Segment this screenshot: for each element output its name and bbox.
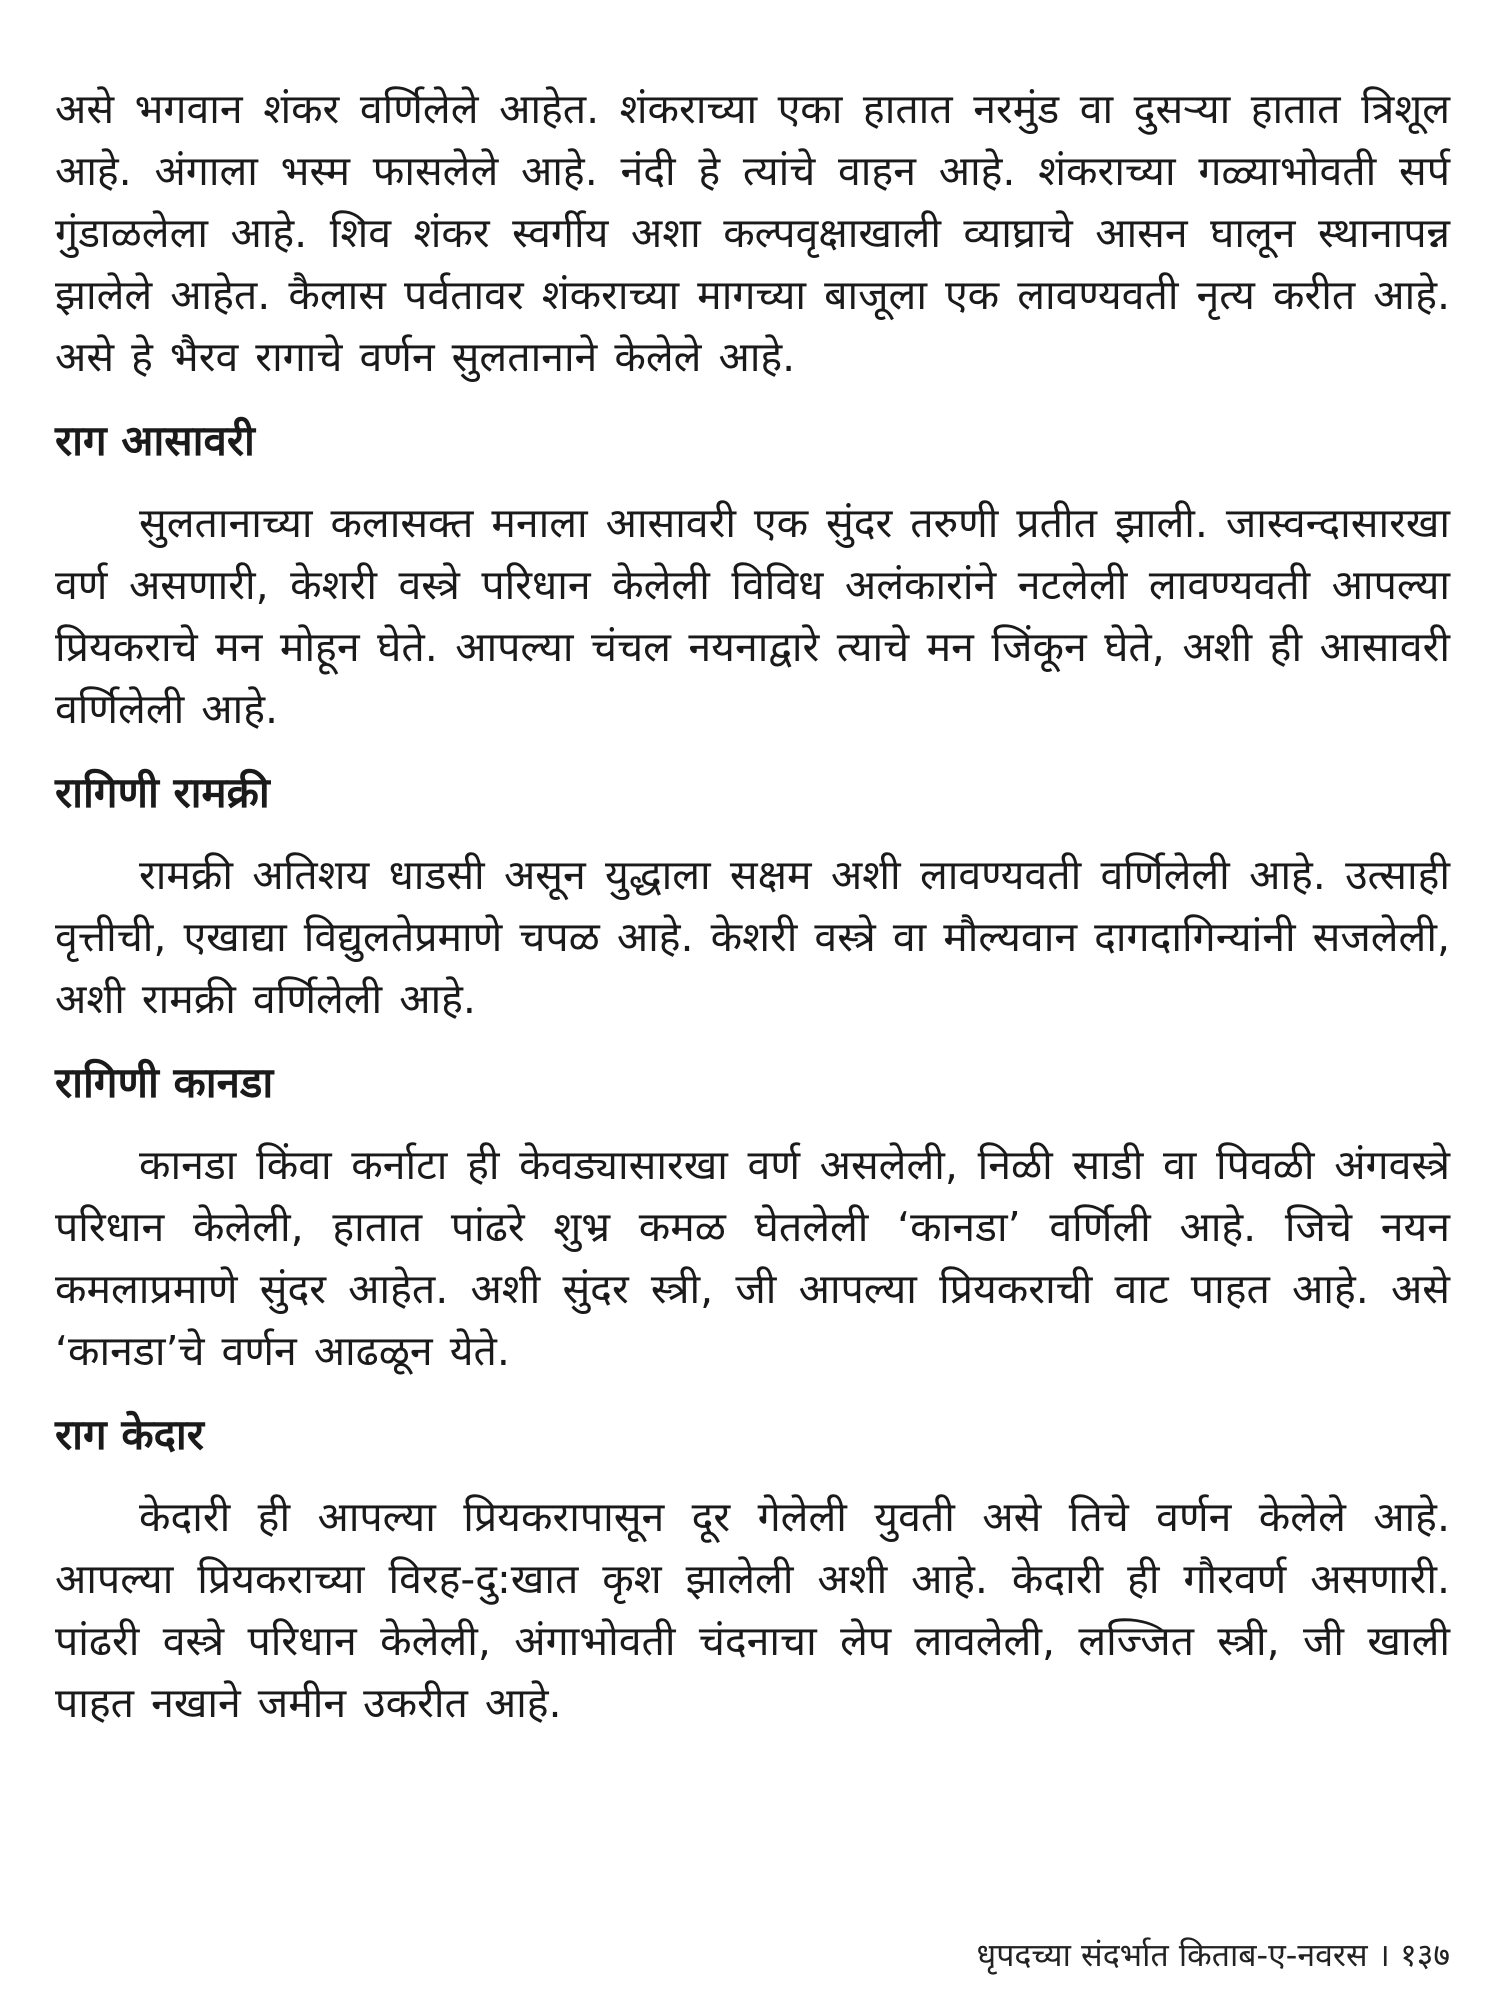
section-ragini-ramkri <box>55 762 1450 1030</box>
page-footer: धृपदच्या संदर्भात किताब-ए-नवरस । १३७ <box>976 1936 1450 1974</box>
section-heading: राग केदार <box>55 1410 204 1459</box>
page-body <box>55 78 1450 1740</box>
section-raag-kedar <box>55 1404 1450 1734</box>
section-heading: राग आसावरी <box>55 416 255 465</box>
section-raag-asavari <box>55 410 1450 740</box>
section-paragraph: केदारी ही आपल्या प्रियकरापासून दूर गेलेली युवती असे तिचे वर्णन केलेले आहे. आपल्या प्रियकराच्या विरह-दु:खात कृश झालेली अशी आहे. केदारी ही गौरवर्ण असणारी. पांढरी वस्त्रे परिधान केलेली, अंगाभोवती चंदनाचा लेप लावलेली, लज्जित स्त्री, जी खाली पाहत नखाने जमीन उकरीत आहे. <box>55 1493 1450 1727</box>
section-paragraph: रामक्री अतिशय धाडसी असून युद्धाला सक्षम अशी लावण्यवती वर्णिलेली आहे. उत्साही वृत्तीची, एखाद्या विद्युलतेप्रमाणे चपळ आहे. केशरी वस्त्रे वा मौल्यवान दागदागिन्यांनी सजलेली, अशी रामक्री वर्णिलेली आहे. <box>55 851 1450 1023</box>
section-heading: रागिणी रामक्री <box>55 768 270 817</box>
section-ragini-kanada <box>55 1052 1450 1382</box>
section-heading: रागिणी कानडा <box>55 1058 274 1107</box>
intro-paragraph: असे भगवान शंकर वर्णिलेले आहेत. शंकराच्या एका हातात नरमुंड वा दुसऱ्या हातात त्रिशूल आहे. अंगाला भस्म फासलेले आहे. नंदी हे त्यांचे वाहन आहे. शंकराच्या गळ्याभोवती सर्प गुंडाळलेला आहे. शिव शंकर स्वर्गीय अशा कल्पवृक्षाखाली व्याघ्राचे आसन घालून स्थानापन्न झालेले आहेत. कैलास पर्वतावर शंकराच्या मागच्या बाजूला एक लावण्यवती नृत्य करीत आहे. असे हे भैरव रागाचे वर्णन सुलतानाने केलेले आहे. <box>55 85 1450 381</box>
section-paragraph: सुलतानाच्या कलासक्त मनाला आसावरी एक सुंदर तरुणी प्रतीत झाली. जास्वन्दासारखा वर्ण असणारी, केशरी वस्त्रे परिधान केलेली विविध अलंकारांने नटलेली लावण्यवती आपल्या प्रियकराचे मन मोहून घेते. आपल्या चंचल नयनाद्वारे त्याचे मन जिंकून घेते, अशी ही आसावरी वर्णिलेली आहे. <box>55 499 1450 733</box>
section-paragraph: कानडा किंवा कर्नाटा ही केवड्यासारखा वर्ण असलेली, निळी साडी वा पिवळी अंगवस्त्रे परिधान केलेली, हातात पांढरे शुभ्र कमळ घेतलेली ‘कानडा’ वर्णिली आहे. जिचे नयन कमलाप्रमाणे सुंदर आहेत. अशी सुंदर स्त्री, जी आपल्या प्रियकराची वाट पाहत आहे. असे ‘कानडा’चे वर्णन आढळून येते. <box>55 1141 1450 1375</box>
